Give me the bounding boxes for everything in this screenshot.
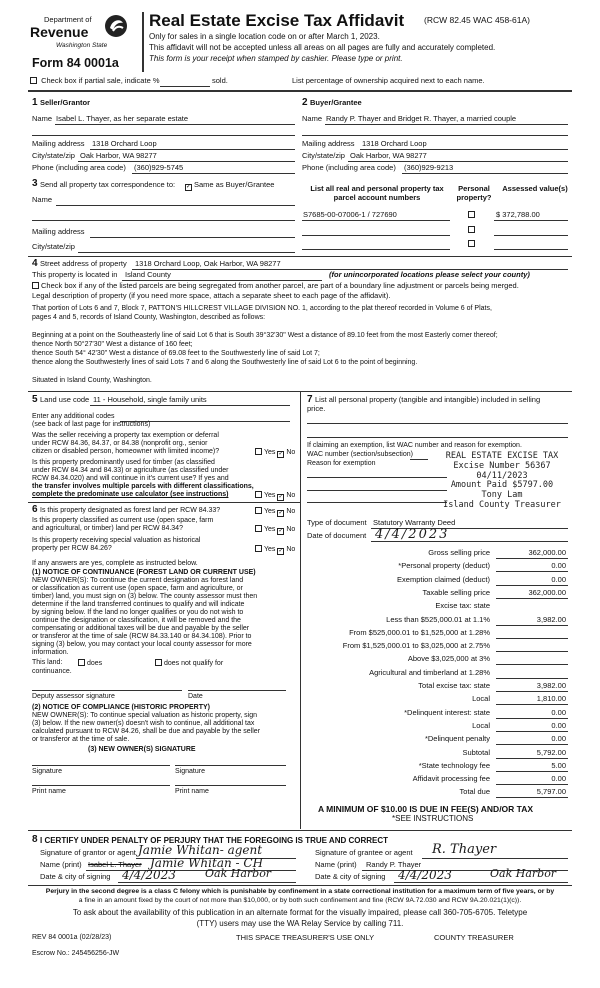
tax-row-value[interactable]: 0.00 [551,708,566,717]
section8-number: 8 [32,834,38,845]
stamp-line-1: REAL ESTATE EXCISE TAX [445,451,559,461]
new-owner-sig-line-2[interactable] [175,765,286,766]
s7-text-2: price. [307,404,326,413]
mid-divider [300,392,301,829]
tax-row-line [496,704,568,705]
s5-q1-b: under RCW 84.36, 84.37, or 84.38 (nonprofit org., senior [32,440,208,447]
tax-row-value[interactable]: 3,982.00 [536,681,566,690]
grantor-name-struck: Isabel L. Thayer [88,860,142,869]
s5-q2-c-text: RCW 84.34.020) and will continue in it's current use? If yes and [32,475,229,482]
wac-line[interactable] [410,459,428,460]
section3-number: 3 [32,178,38,189]
assessed-line-2[interactable] [494,235,568,236]
tax-row-label: Less than $525,000.01 at 1.1% [386,615,490,624]
notice1-line-4: determine if the land transferred continues to qualify and will indicate [32,601,245,608]
tax-row-line [496,571,568,572]
s5-q2-e: complete the predominate use calculator (see instructions) [32,491,229,498]
tax-row-label: Total due [459,787,490,796]
agency-state: Washington State [56,42,108,49]
new-owner-print-label-1: Print name [32,788,66,795]
stamp-line-3: 04/11/2023 [476,470,528,481]
parcel-line-3[interactable] [302,249,450,250]
land-use-line [90,405,290,406]
buyer-heading: Buyer/Grantee [310,98,362,107]
header-note-3: This form is your receipt when stamped by cashier. Please type or print. [149,54,403,63]
tax-row-line [496,638,568,639]
does-not-checkbox[interactable] [155,659,162,666]
tax-row-line [496,625,568,626]
new-owner-sig-line-1[interactable] [32,765,170,766]
tax-row-label: Exemption claimed (deduct) [397,575,490,584]
doc-date[interactable]: 4/4/2023 [375,527,450,542]
s6-q1-yesno [255,507,295,517]
section3-mail-label: Mailing address [32,227,85,236]
grantee-name-label: Name (print) [315,860,357,869]
treasurer-space: THIS SPACE TREASURER'S USE ONLY [236,933,375,942]
s6-q2-a: Is this property classified as current use (open space, farm [32,517,214,524]
s5-q2-yes-checkbox[interactable] [255,491,262,498]
seller-phone-label: Phone (including area code) [32,163,126,172]
notice2-line-1: NEW OWNER(S): To continue special valuation as historic property, sign [32,712,257,719]
this-land-label: This land: [32,659,63,666]
s5-q1-c: citizen or disabled person, homeowner with limited income)? [32,448,220,455]
s5-q1-a: Was the seller receiving a property tax exemption or deferral [32,432,219,439]
partial-percent-line[interactable] [160,86,210,87]
new-owner-print-line-2[interactable] [175,785,286,786]
notice1-line-9: signing (3) below, you may contact your local county assessor for more [32,641,252,648]
reason-label: Reason for exemption [307,460,376,467]
grantor-date-line [118,882,296,883]
s6-q2-yes-checkbox[interactable] [255,525,262,532]
s7-text-1: List all personal property (tangible and intangible) included in selling [315,395,541,404]
no-label: No [286,526,296,533]
does-not-label: does not qualify for [164,660,224,667]
tax-row-label: Local [472,721,490,730]
notice1-line-7: compensating or additional taxes will be due and payable by the seller [32,625,250,632]
tax-row-line [496,758,568,759]
seller-name-label: Name [32,114,53,123]
s5-q2-a: Is this property predominantly used for timber (as classified [32,459,215,466]
agency-name: Revenue [30,24,89,40]
new-owner-sig-label-1: Signature [32,768,62,775]
grantee-sig-line [422,858,568,859]
tax-row-line [496,731,568,732]
s6-q3-yes-checkbox[interactable] [255,545,262,552]
tax-row-label: Agricultural and timberland at 1.28% [369,668,490,677]
grantee-date-line [394,882,568,883]
wac-label: WAC number (section/subsection) [307,451,413,458]
s6-q1-no-checkbox[interactable]: ✓ [278,510,284,516]
does-label: does [87,660,103,667]
access-line-1 [24,908,576,917]
section8-rule [28,885,572,886]
new-owner-print-line-1[interactable] [32,785,170,786]
segregation-checkbox[interactable] [32,282,39,289]
see-instructions: *SEE INSTRUCTIONS [392,814,474,823]
parcel-line-1 [302,220,450,221]
parcel-col-header: List all real and personal property tax parcel account numbers [310,184,444,202]
tax-row-line [496,797,568,798]
street-address[interactable]: 1318 Orchard Loop, Oak Harbor, WA 98277 [135,259,281,268]
personal-checkbox-3[interactable] [468,240,475,247]
yes-label: Yes [264,492,276,499]
tax-row-line [496,585,568,586]
tax-row-value[interactable]: 0.00 [551,561,566,570]
tax-row-value[interactable]: 0.00 [551,575,566,584]
perjury-line-1 [24,888,576,896]
buyer-name[interactable]: Randy P. Thayer and Bridget R. Thayer, a married couple [326,114,517,123]
seller-name-line [55,124,295,125]
s7-line-2[interactable] [307,437,568,438]
dor-logo [30,14,130,54]
buyer-phone-line [402,173,568,174]
notice1-line-3: timber) land, you must sign on (3) below. The county assessor must then [32,593,258,600]
grantee-signature[interactable]: R. Thayer [432,842,497,857]
no-label: No [286,449,296,456]
seller-name-line-2 [32,135,295,136]
rev-number: REV 84 0001a (02/28/23) [32,934,112,941]
grantee-name[interactable]: Randy P. Thayer [366,860,422,869]
notice1-line-2: or classification as current use (open space, farm and agriculture, or [32,585,243,592]
tax-row-value[interactable]: 5,797.00 [536,787,566,796]
reason-line-3[interactable] [307,502,447,503]
legal-line-6: thence along the Southwesterly lines of said Lots 7 and 6 along the Southwesterly line of said Lot 6 to the point of beginning. [32,359,418,366]
section3-name-line-2 [32,220,295,221]
doc-date-label: Date of document [307,531,367,540]
no-label: No [286,546,296,553]
doc-type[interactable]: Statutory Warranty Deed [373,518,456,527]
form-number: Form 84 0001a [32,56,119,70]
buyer-phone[interactable]: (360)929-9213 [404,163,454,172]
s6-q2-yesno [255,525,295,535]
tax-row-value[interactable]: 0.00 [551,774,566,783]
seller-number: 1 [32,97,38,108]
county[interactable]: Island County [125,270,171,279]
assessed-value[interactable]: $ 372,788.00 [496,210,540,219]
grantee-date[interactable]: 4/4/2023 [398,868,452,882]
section5-number: 5 [32,394,38,405]
personal-checkbox-2[interactable] [468,226,475,233]
tax-row-label: From $1,525,000.01 to $3,025,000 at 2.75% [342,641,490,650]
treasurer-stamp [432,452,572,511]
s5-q2-no-checkbox[interactable]: ✓ [278,494,284,500]
access-line-2-text: (TTY) users may use the WA Relay Service by calling 711. [196,919,404,928]
section3-name-line[interactable] [56,205,295,206]
notice1-line-6: continue the designation or classification, it will be removed and the [32,617,241,624]
yes-label: Yes [264,449,276,456]
header-rule [28,90,572,92]
notice2-line-3: calculated pursuant to RCW 84.26, shall be due and payable by the seller [32,728,261,735]
section3-name-label: Name [32,195,53,204]
grantee-city[interactable]: Oak Harbor [490,867,557,880]
s6-q3-no-checkbox[interactable]: ✓ [278,548,284,554]
seller-mail-label: Mailing address [32,139,85,148]
notice2-title: (2) NOTICE OF COMPLIANCE (HISTORIC PROPERTY) [32,704,210,711]
assessed-line-1 [494,220,568,221]
tax-row-value[interactable]: 3,982.00 [536,615,566,624]
located-label: This property is located in [32,270,118,279]
section6-7-rule [28,830,572,831]
tax-row-label: Affidavit processing fee [412,774,490,783]
tax-row-label: Total excise tax: state [418,681,490,690]
assessed-line-3[interactable] [494,249,568,250]
seller-mail-line [90,149,295,150]
s5-q1-yesno [255,448,295,458]
tax-row-line [496,664,568,665]
same-as-buyer-checkbox[interactable]: ✓ [186,184,192,190]
does-not-option [155,659,223,668]
legal-line-4: thence North 50°27'30" West a distance of 160 feet; [32,341,193,348]
tax-row-line [496,718,568,719]
legal-line-2: pages 4 and 5, records of Island County, Washington, described as follows: [32,314,266,321]
legal-line-5: thence South 54° 42'30" West a distance of 69.08 feet to the Southwesterly line of said Lot 7; [32,350,320,357]
seller-phone-line [132,173,295,174]
s5-q1-yes-checkbox[interactable] [255,448,262,455]
notice2-line-2: (3) below. If the new owner(s) doesn't wish to continue, all additional tax [32,720,255,727]
stamp-line-5: Tony Lam [481,490,523,501]
header-note-2: This affidavit will not be accepted unless all areas on all pages are fully and accurately completed. [149,43,496,52]
same-as-buyer-label: Same as Buyer/Grantee [194,180,275,189]
additional-codes-2: (see back of last page for instructions) [32,421,151,428]
s5-q2-b: under RCW 84.34 and 84.33) or agriculture (as classified under [32,467,229,474]
reason-line-1[interactable] [307,477,447,478]
personal-checkbox-1[interactable] [468,211,475,218]
grantor-signature[interactable]: Jamie Whitan- agent [138,843,263,857]
partial-sale-label: Check box if partial sale, indicate % [41,76,160,85]
buyer-mail-label: Mailing address [302,139,355,148]
deputy-date-label: Date [188,693,203,700]
section6-number: 6 [32,504,38,515]
tax-row-value[interactable]: 5,792.00 [536,748,566,757]
buyer-mail-line [360,149,568,150]
yes-label: Yes [264,526,276,533]
grantor-date[interactable]: 4/4/2023 [122,868,176,882]
exempt-note: If claiming an exemption, list WAC number and reason for exemption. [307,442,522,449]
segregation-label: Check box if any of the listed parcels are being segregated from another parcel, are part of a boundary line adjustment or parcels being merged. [41,281,519,290]
seller-heading: Seller/Grantor [40,98,91,107]
partial-sale-checkbox[interactable] [30,77,37,84]
deputy-date-line[interactable] [188,690,286,691]
buyer-city-label: City/state/zip [302,151,345,160]
continuance-label: continuance. [32,668,72,675]
legal-line-7: Situated in Island County, Washington. [32,377,152,384]
section3-text: Send all property tax correspondence to: [40,180,176,189]
does-checkbox[interactable] [78,659,85,666]
same-as-buyer [185,181,274,191]
tax-row-label: *State technology fee [418,761,490,770]
deputy-sig-line[interactable] [32,690,182,691]
tax-row-label: Local [472,694,490,703]
any-yes-note: If any answers are yes, complete as instructed below. [32,560,198,567]
buyer-city-line [348,161,568,162]
minimum-note: A MINIMUM OF $10.00 IS DUE IN FEE(S) AND/OR TAX [318,804,534,814]
s6-q1: Is this property designated as forest land per RCW 84.33? [40,507,221,514]
tax-row-line [496,771,568,772]
new-owner-print-label-2: Print name [175,788,209,795]
notice1-line-5: by signing below. If the land no longer qualifies or you do not wish to [32,609,244,616]
buyer-phone-label: Phone (including area code) [302,163,396,172]
certify: I CERTIFY UNDER PENALTY OF PERJURY THAT THE FOREGOING IS TRUE AND CORRECT [40,836,389,845]
assessed-col-header: Assessed value(s) [502,184,568,193]
grantor-city[interactable]: Oak Harbor [205,867,272,880]
legal-label: Legal description of property (if you need more space, attach a separate sheet to each page of the affidavit). [32,291,391,300]
tax-row-value[interactable]: 1,810.00 [536,694,566,703]
doc-type-label: Type of document [307,518,367,527]
agency-top: Department of [44,15,92,24]
notice1-line-10: information. [32,649,69,656]
unincorporated-note: (for unincorporated locations please select your county) [329,270,530,279]
partial-sale-row [30,77,160,86]
section3-mail-line[interactable] [90,237,295,238]
parcel-line-2[interactable] [302,235,450,236]
tax-row-label: *Delinquent interest: state [404,708,490,717]
section3-city-label: City/state/zip [32,242,75,251]
s6-q1-yes-checkbox[interactable] [255,507,262,514]
section4-number: 4 [32,258,38,269]
no-label: No [286,492,296,499]
notice1-title: (1) NOTICE OF CONTINUANCE (FOREST LAND OR CURRENT USE) [32,569,256,576]
s5-q1-no-checkbox[interactable]: ✓ [278,451,284,457]
does-option [78,659,102,668]
deputy-label: Deputy assessor signature [32,693,115,700]
buyer-city[interactable]: Oak Harbor, WA 98277 [350,151,427,160]
tax-row-value[interactable]: 362,000.00 [528,548,566,557]
tax-row-value[interactable]: 362,000.00 [528,588,566,597]
s5-q2-yesno [255,491,295,501]
grantee-date-label: Date & city of signing [315,872,386,881]
perjury-line-1-text: Perjury in the second degree is a class C felony which is punishable by confinement in a state correctional institution for a maximum term of five years, or by [45,888,555,895]
tax-row-label: Gross selling price [428,548,490,557]
tax-row-label: Above $3,025,000 at 3% [407,654,490,663]
section3-rule [28,256,572,257]
buyer-number: 2 [302,97,308,108]
tax-row-line [496,651,568,652]
section5-rule [28,502,300,503]
tax-row-label: Excise tax: state [435,601,490,610]
reason-line-2[interactable] [307,490,447,491]
grantor-name-label: Name (print) [40,860,82,869]
stamp-line-6: Island County Treasurer [443,499,561,510]
stamp-line-2: Excise Number 56367 [453,460,551,471]
s7-line-1[interactable] [307,423,568,424]
tax-row-line [496,784,568,785]
grantee-sig-label: Signature of grantee or agent [315,848,413,857]
section7-number: 7 [307,394,313,405]
land-use-code[interactable]: 11 - Household, single family units [93,395,207,404]
header-divider [142,12,144,72]
s6-q2-no-checkbox[interactable]: ✓ [278,528,284,534]
grantor-date-label: Date & city of signing [40,872,111,881]
additional-codes-1: Enter any additional codes [32,413,115,420]
section3-city-line[interactable] [78,252,295,253]
sold-label: sold. [212,76,228,85]
buyer-name-line-2 [302,135,568,136]
parcel-number[interactable]: S7685-00-07006-1 / 727690 [303,210,397,219]
access-line-2 [24,919,576,928]
legal-line-3: Beginning at a point on the Southeasterly line of said Lot 6 that is South 39°32'30" West a distance of 89.10 feet from the most Easterly corner thereof; [32,332,498,339]
s6-q3-b: property per RCW 84.26? [32,545,112,552]
buyer-mail[interactable]: 1318 Orchard Loop [362,139,427,148]
tax-row-value[interactable]: 5.00 [551,761,566,770]
tax-row-label: *Delinquent penalty [424,734,490,743]
doc-date-line [371,541,568,542]
s6-q3-yesno [255,545,295,555]
grantor-name[interactable]: Jamie Whitan - CH [150,856,264,870]
tax-row-label: *Personal property (deduct) [398,561,490,570]
form-rcw: (RCW 82.45 WAC 458-61A) [424,15,530,25]
tax-row-value[interactable]: 0.00 [551,721,566,730]
s5-q2-d: the transfer involves multiple parcels with different classifications, [32,483,254,490]
form-title: Real Estate Excise Tax Affidavit [149,11,405,30]
perjury-line-2 [24,897,576,905]
access-line-1-text: To ask about the availability of this publication in an alternate format for the visually impaired, please call 360-705-6705. Teletype [72,908,528,917]
ownership-note: List percentage of ownership acquired next to each name. [292,76,485,85]
no-label: No [286,508,296,515]
notice2-line-4: or transferor at the time of sale. [32,736,130,743]
tax-row-line [496,678,568,679]
tax-row-line [496,598,568,599]
notice3-title: (3) NEW OWNER(S) SIGNATURE [88,746,196,753]
seller-mail[interactable]: 1318 Orchard Loop [92,139,157,148]
segregation-row [32,282,519,291]
seller-city[interactable]: Oak Harbor, WA 98277 [80,151,157,160]
tax-row-value[interactable]: 0.00 [551,734,566,743]
seller-city-label: City/state/zip [32,151,75,160]
yes-label: Yes [264,508,276,515]
legal-line-1: That portion of Lots 6 and 7, Block 7, PATTON'S HILLCREST VILLAGE DIVISION NO. 1, according to the plat thereof recorded in Volume 6 of Plats, [32,305,492,312]
tax-row-line [496,558,568,559]
s5-q2-c [32,475,229,483]
tax-row-label: Subtotal [462,748,490,757]
s6-q2-b: and agricultural, or timber) land per RCW 84.34? [32,525,183,532]
seller-city-line [78,161,295,162]
perjury-line-2-text: a fine in an amount fixed by the court of not more than $10,000, or by both such confinement and fine (RCW 9A.72.030 and RCW 9A.20.021(1)(c)). [78,897,522,904]
escrow-number: Escrow No.: 245456256-JW [32,950,120,957]
stamp-line-4: Amount Paid $5797.00 [450,480,554,491]
county-treasurer: COUNTY TREASURER [434,933,514,942]
grantor-sig-label: Signature of grantor or agent [40,848,136,857]
personal-col-header: Personal property? [456,184,492,202]
buyer-name-label: Name [302,114,323,123]
land-use-label: Land use code [40,395,90,404]
seller-name[interactable]: Isabel L. Thayer, as her separate estate [56,114,189,123]
notice1-line-8: or transferor at the time of sale (RCW 84.33.140 or 84.34.108). Prior to [32,633,252,640]
s6-q3-a: Is this property receiving special valuation as historical [32,537,201,544]
notice1-line-1: NEW OWNER(S): To continue the current designation as forest land [32,577,244,584]
tax-row-line [496,691,568,692]
street-label: Street address of property [40,259,127,268]
tax-row-line [496,744,568,745]
tax-row-label: Taxable selling price [422,588,490,597]
seller-phone[interactable]: (360)929-5745 [134,163,184,172]
buyer-name-line [325,124,568,125]
header-note-1: Only for sales in a single location code on or after March 1, 2023. [149,32,380,41]
revenue-logo-icon [104,14,128,38]
yes-label: Yes [264,546,276,553]
new-owner-sig-label-2: Signature [175,768,205,775]
tax-row-label: From $525,000.01 to $1,525,000 at 1.28% [349,628,490,637]
